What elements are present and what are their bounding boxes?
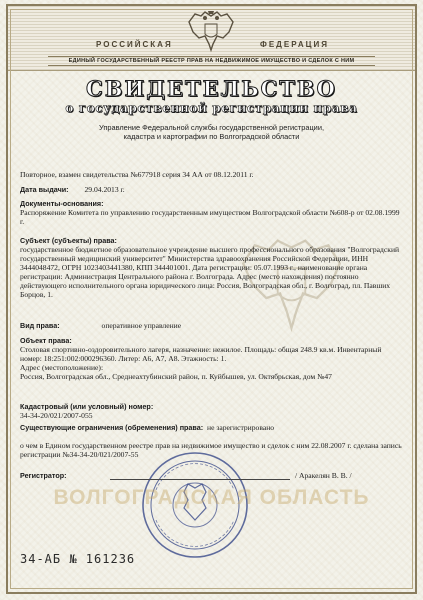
encumbrance-label: Существующие ограничения (обременения) права: (20, 423, 204, 432)
repeat-note: Повторное, взамен свидетельства №677918 серия 34 АА от 08.12.2011 г. (20, 170, 254, 179)
object-text: Столовая спортивно-оздоровительного лагеря, назначение: нежилое. Площадь: общая 248.9 кв.м. Инвентарный номер: 18:251:002:000296360. Литер: А6, А7, А8. Этажность: 1. (20, 345, 382, 363)
issue-date-label: Дата выдачи: (20, 185, 69, 194)
cadastral-label: Кадастровый (или условный) номер: (20, 402, 154, 411)
serial-number: 34-АБ № 161236 (20, 552, 136, 566)
coat-of-arms-icon (183, 10, 239, 54)
subject-label: Субъект (субъекты) права: (20, 236, 117, 245)
right-kind-label: Вид права: (20, 321, 60, 330)
encumbrance-row (20, 423, 400, 432)
header-right-label: ФЕДЕРАЦИЯ (260, 40, 329, 49)
object-address: Россия, Волгоградская обл., Среднеахтубинский район, п. Куйбышев, ул. Октябрьская, дом №47 (20, 372, 332, 381)
authority-line-2: кадастра и картографии по Волгоградской области (123, 132, 300, 141)
issue-date-row (20, 185, 400, 194)
subject-block (20, 236, 402, 299)
registrar-name: / Аракелян В. В. / (295, 471, 352, 480)
right-kind-value: оперативное управление (101, 321, 182, 330)
issuing-authority (0, 123, 423, 141)
basis-block (20, 199, 402, 226)
registrar-row (20, 471, 400, 480)
issue-date-value: 29.04.2013 г. (84, 185, 125, 194)
cadastral-block (20, 402, 402, 420)
authority-line-1: Управление Федеральной службы государственной регистрации, (99, 123, 324, 132)
certificate-title: СВИДЕТЕЛЬСТВО (86, 76, 337, 101)
header-left-label: РОССИЙСКАЯ (96, 40, 173, 49)
object-address-label: Адрес (местоположение): (20, 363, 104, 372)
basis-text: Распоряжение Комитета по управлению государственным имуществом Волгоградской области №608-р от 02.08.1999 г. (20, 208, 400, 226)
basis-label: Документы-основания: (20, 199, 104, 208)
registry-line: ЕДИНЫЙ ГОСУДАРСТВЕННЫЙ РЕЕСТР ПРАВ НА НЕДВИЖИМОЕ ИМУЩЕСТВО И СДЕЛОК С НИМ (48, 56, 375, 66)
encumbrance-value: не зарегистрировано (207, 423, 275, 432)
registry-note: о чем в Едином государственном реестре прав на недвижимое имущество и сделок с ним 22.08.2007 г. сделана запись регистрации №34-34-20/021/2007-55 (20, 441, 402, 459)
registrar-label: Регистратор: (20, 471, 67, 480)
object-label: Объект права: (20, 336, 72, 345)
subject-text: государственное бюджетное образовательное учреждение высшего профессионального образования "Волгоградский государственный медицинский университет" Министерства здравоохранения Российской Федерации, ИНН 3444048472, ОГРН 1023403441380, КПП 344401001. Дата регистрации: 05.07.1993 г., наименование органа регистрации: Администрация Центрального района г. Волгограда. Адрес (место нахождения) постоянно действующего исполнительного органа юридического лица: Россия, Волгоградская обл., г. Волгоград, пл. Павших Борцов, 1. (20, 245, 400, 299)
cadastral-value: 34-34-20/021/2007-055 (20, 411, 93, 420)
region-watermark: ВОЛГОГРАДСКАЯ ОБЛАСТЬ (53, 486, 370, 509)
certificate-subtitle: о государственной регистрации права (65, 101, 358, 115)
object-block (20, 336, 402, 381)
right-kind-row (20, 321, 400, 330)
